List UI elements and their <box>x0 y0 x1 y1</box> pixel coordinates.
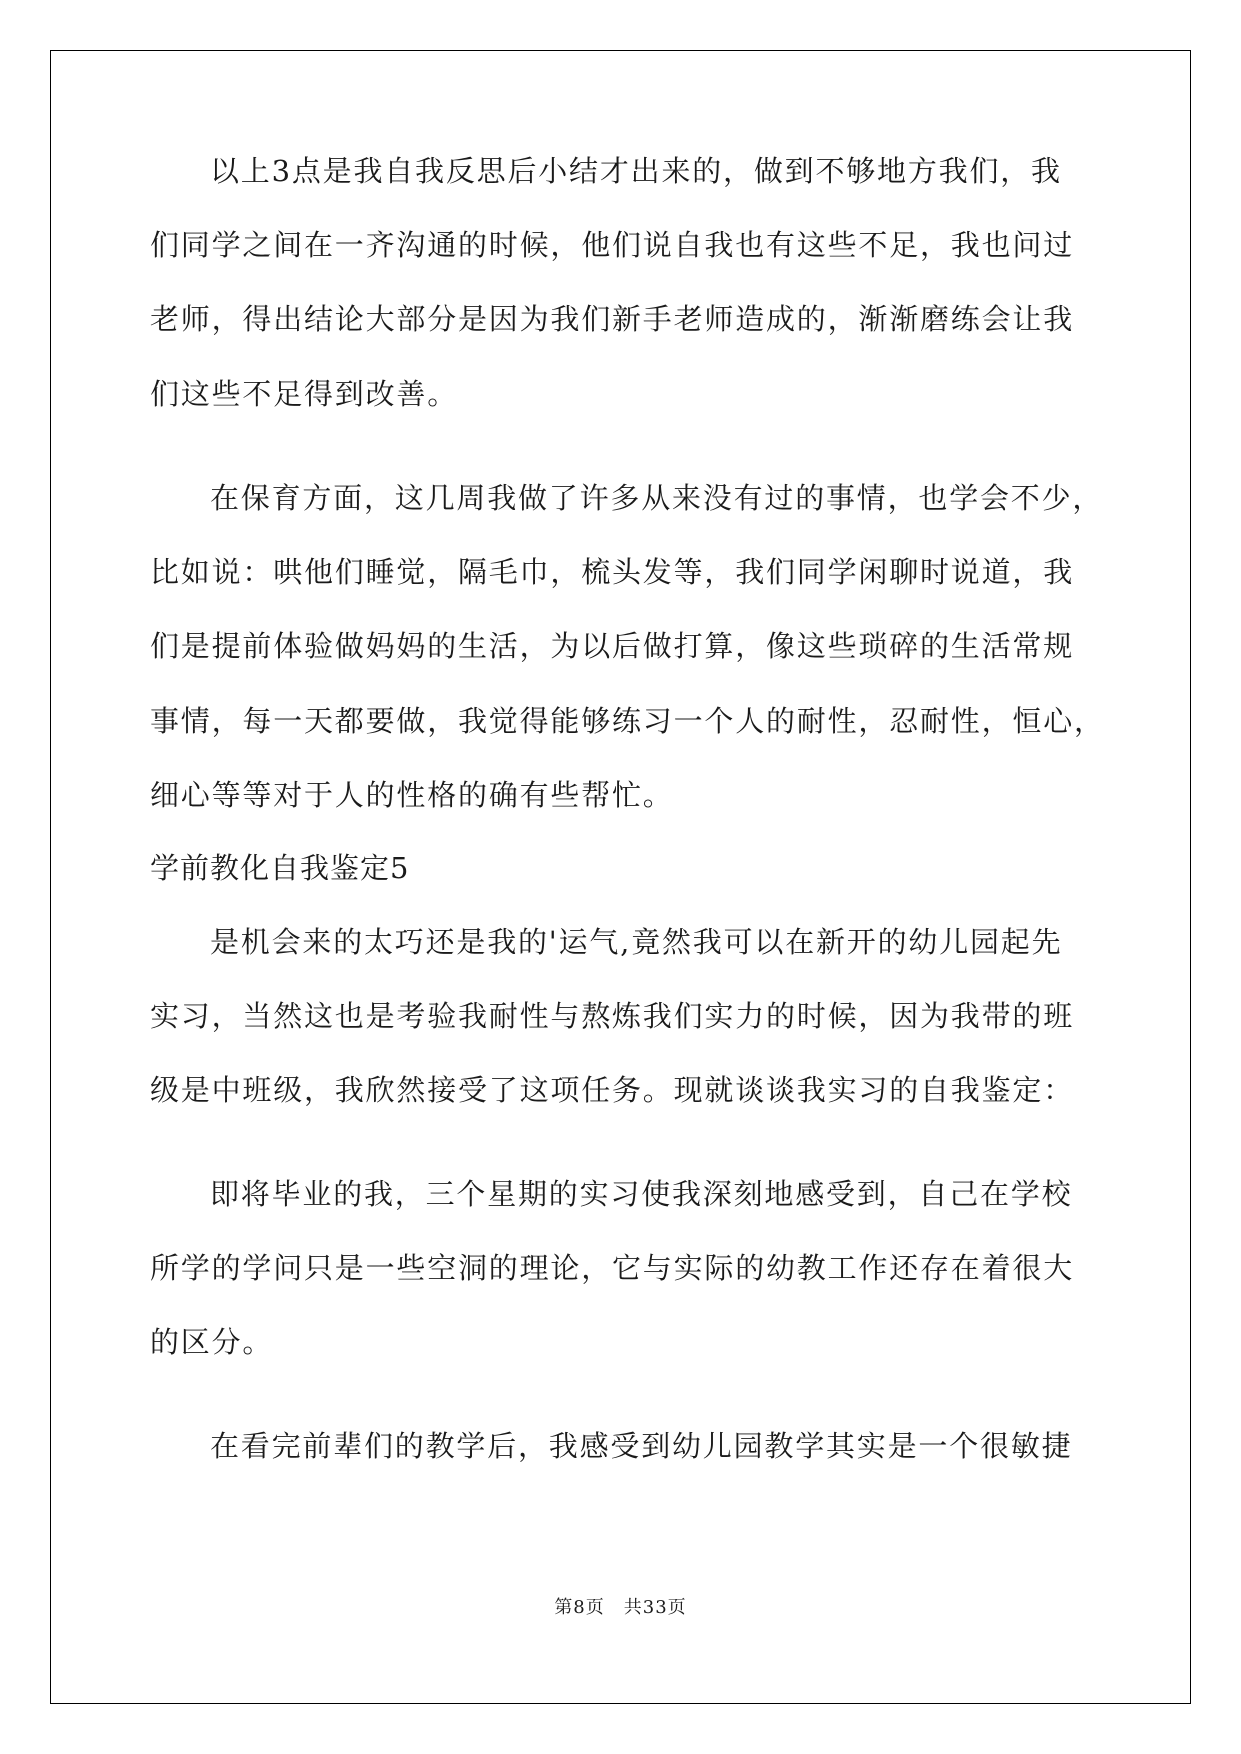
paragraph-line: 所学的学问只是一些空洞的理论，它与实际的幼教工作还存在着很大 <box>150 1251 1075 1285</box>
paragraph-line: 们这些不足得到改善。 <box>150 377 459 411</box>
paragraph-line: 实习，当然这也是考验我耐性与熬炼我们实力的时候，因为我带的班 <box>150 999 1075 1033</box>
paragraph-line: 在保育方面，这几周我做了许多从来没有过的事情，也学会不少， <box>210 481 1104 515</box>
paragraph-line: 细心等等对于人的性格的确有些帮忙。 <box>150 778 674 812</box>
paragraph-line: 即将毕业的我，三个星期的实习使我深刻地感受到，自己在学校 <box>210 1177 1073 1211</box>
paragraph-line: 比如说：哄他们睡觉，隔毛巾，梳头发等，我们同学闲聊时说道，我 <box>150 555 1075 589</box>
paragraph-line: 的区分。 <box>150 1325 274 1359</box>
paragraph-line: 老师，得出结论大部分是因为我们新手老师造成的，渐渐磨练会让我 <box>150 302 1075 336</box>
paragraph-line: 们同学之间在一齐沟通的时候，他们说自我也有这些不足，我也问过 <box>150 228 1075 262</box>
paragraph-line: 级是中班级，我欣然接受了这项任务。现就谈谈我实习的自我鉴定： <box>150 1073 1075 1107</box>
paragraph-line: 在看完前辈们的教学后，我感受到幼儿园教学其实是一个很敏捷 <box>210 1429 1073 1463</box>
section-heading: 学前教化自我鉴定5 <box>150 851 410 885</box>
paragraph-line: 们是提前体验做妈妈的生活，为以后做打算，像这些琐碎的生活常规 <box>150 629 1075 663</box>
page-number: 第8页 共33页 <box>554 1597 687 1618</box>
paragraph-line: 事情，每一天都要做，我觉得能够练习一个人的耐性，忍耐性，恒心， <box>150 704 1105 738</box>
paragraph-line: 以上3点是我自我反思后小结才出来的，做到不够地方我们，我 <box>210 154 1062 188</box>
paragraph-line: 是机会来的太巧还是我的'运气,竟然我可以在新开的幼儿园起先 <box>210 925 1063 959</box>
